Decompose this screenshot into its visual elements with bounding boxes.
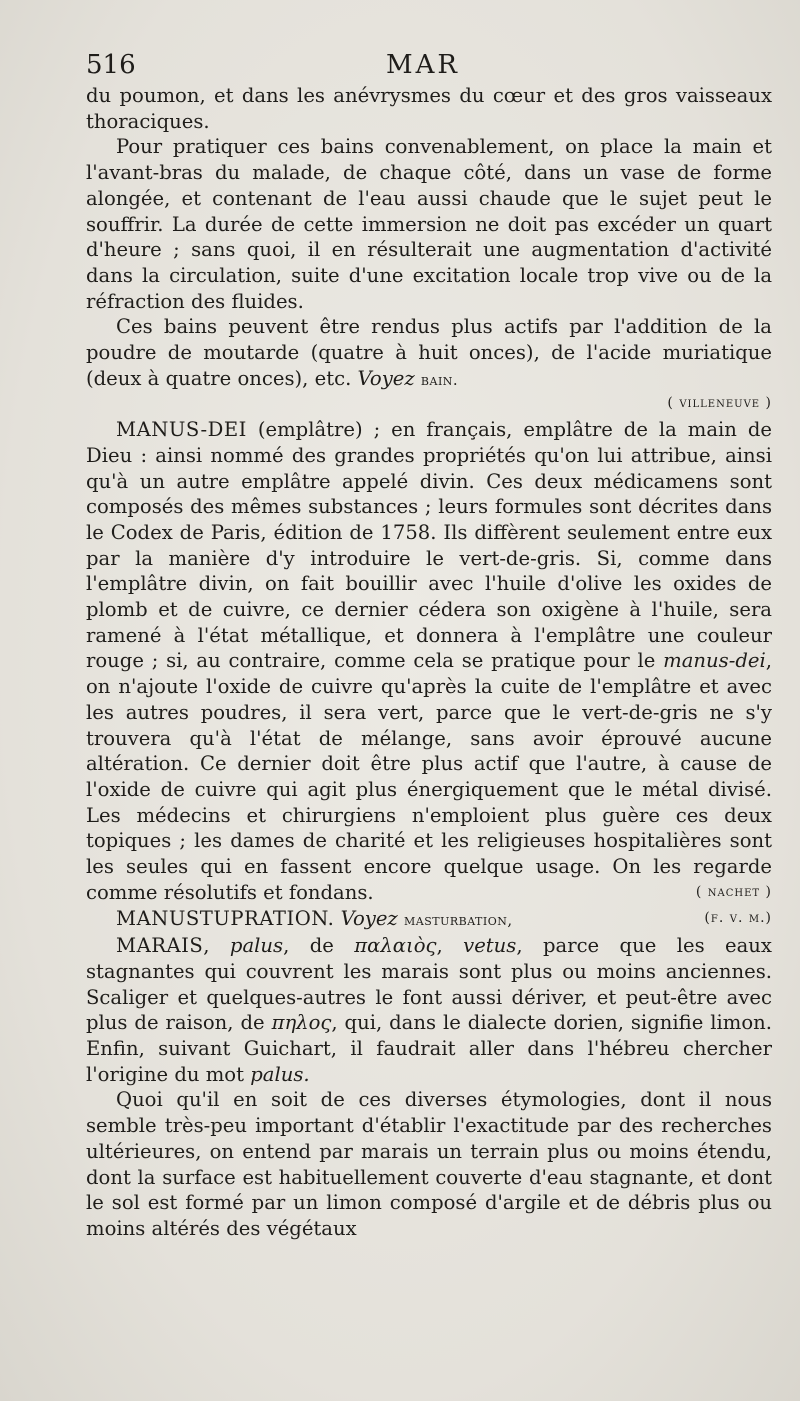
- voyez-label: Voyez: [340, 906, 398, 930]
- entry-manus-dei: MANUS-DEI (emplâtre) ; en français, emplâtre de la main de Dieu : ainsi nommé des grandes propriétés qu'on lui attribue, ainsi qu'à un autre emplâtre appelé divin. Ces deux médicamens sont composés des mêmes substances ; leurs formules sont décrites dans le Codex de Paris, édition de 1758. Ils diffèrent seulement entre eux par la manière d'y introduire le vert-de-gris. Si, comme dans l'emplâtre divin, on fait bouillir avec l'huile d'olive les oxides de plomb et de cuivre, ce dernier cédera son oxigène à l'huile, sera ramené à l'état métallique, et donnera à l'emplâtre une couleur rouge ; si, au contraire, comme cela se pratique pour le manus-dei, on n'ajoute l'oxide de cuivre qu'après la cuite de l'emplâtre et avec les autres poudres, il sera vert, parce que le vert-de-gris ne s'y trouvera qu'à l'état de mélange, sans avoir éprouvé aucune altération. Ce dernier doit être plus actif que l'autre, à cause de l'oxide de cuivre qui agit plus énergiquement que le métal divisé. Les médecins et chirurgiens n'emploient plus guère ces deux topiques ; les dames de charité et les religieuses hospitalières sont les seules qui en fassent encore quelque usage. On les regarde comme résolutifs et fondans. ( nachet ): [86, 418, 772, 904]
- page-number: 516: [86, 50, 136, 80]
- latin-term: vetus: [463, 934, 517, 958]
- entry-headword: MANUS-DEI: [116, 418, 247, 442]
- entry-marais: MARAIS, palus, de παλαιὸς, vetus, parce que les eaux stagnantes qui couvrent les marais sont plus ou moins anciennes. Scaliger et quelques-autres le font aussi dériver, et peut-être avec plus de raison, de πηλος, qui, dans le dialecte dorien, signifie limon. Enfin, suivant Guichart, il faudrait aller dans l'hébreu chercher l'origine du mot palus.: [86, 934, 772, 1086]
- entry-headword: MANUSTUPRATION.: [116, 906, 335, 930]
- latin-term: palus.: [250, 1062, 310, 1086]
- paragraph-continued: du poumon, et dans les anévrysmes du cœur et des gros vaisseaux thoraciques.: [86, 84, 772, 133]
- page-body: [86, 83, 772, 1242]
- page-header: [86, 50, 772, 82]
- author-signature: ( villeneuve ): [667, 395, 772, 412]
- paragraph-etymologies: Quoi qu'il en soit de ces diverses étymologies, dont il nous semble très-peu important d'établir l'exactitude par des recherches ultérieures, on entend par marais un terrain plus ou moins étendu, dont la surface est habituellement couverte d'eau stagnante, et dont le sol est formé par un limon composé d'argile et de débris plus ou moins altérés des végétaux: [86, 1088, 772, 1240]
- paragraph-bains: Pour pratiquer ces bains convenablement, on place la main et l'avant-bras du malade, de chaque côté, dans un vase de forme alongée, et contenant de l'eau aussi chaude que le sujet peut le souffrir. La durée de cette immersion ne doit pas excéder un quart d'heure ; sans quoi, il en résulterait une augmentation d'activité dans la circulation, suite d'une excitation locale trop vive ou de la réfraction des fluides.: [86, 135, 772, 313]
- running-head: MAR: [386, 50, 460, 80]
- italic-term: manus-dei: [663, 649, 766, 673]
- cross-reference[interactable]: masturbation,: [404, 910, 513, 929]
- entry-headword: MARAIS: [116, 934, 204, 958]
- greek-term: πηλος: [271, 1011, 332, 1035]
- author-signature: (f. v. m.): [704, 909, 772, 926]
- entry-manustupration: [86, 906, 772, 934]
- cross-reference[interactable]: bain.: [420, 370, 459, 389]
- voyez-label: Voyez: [357, 366, 415, 390]
- greek-term: παλαιὸς: [354, 934, 437, 958]
- paragraph-bains-actifs: Ces bains peuvent être rendus plus actifs par l'addition de la poudre de moutarde (quatre à huit onces), de l'acide muriatique (deux à quatre onces), etc. Voyez bain. ( villeneuve ): [86, 314, 772, 417]
- latin-term: palus: [229, 934, 284, 958]
- author-signature: ( nachet ): [695, 883, 772, 900]
